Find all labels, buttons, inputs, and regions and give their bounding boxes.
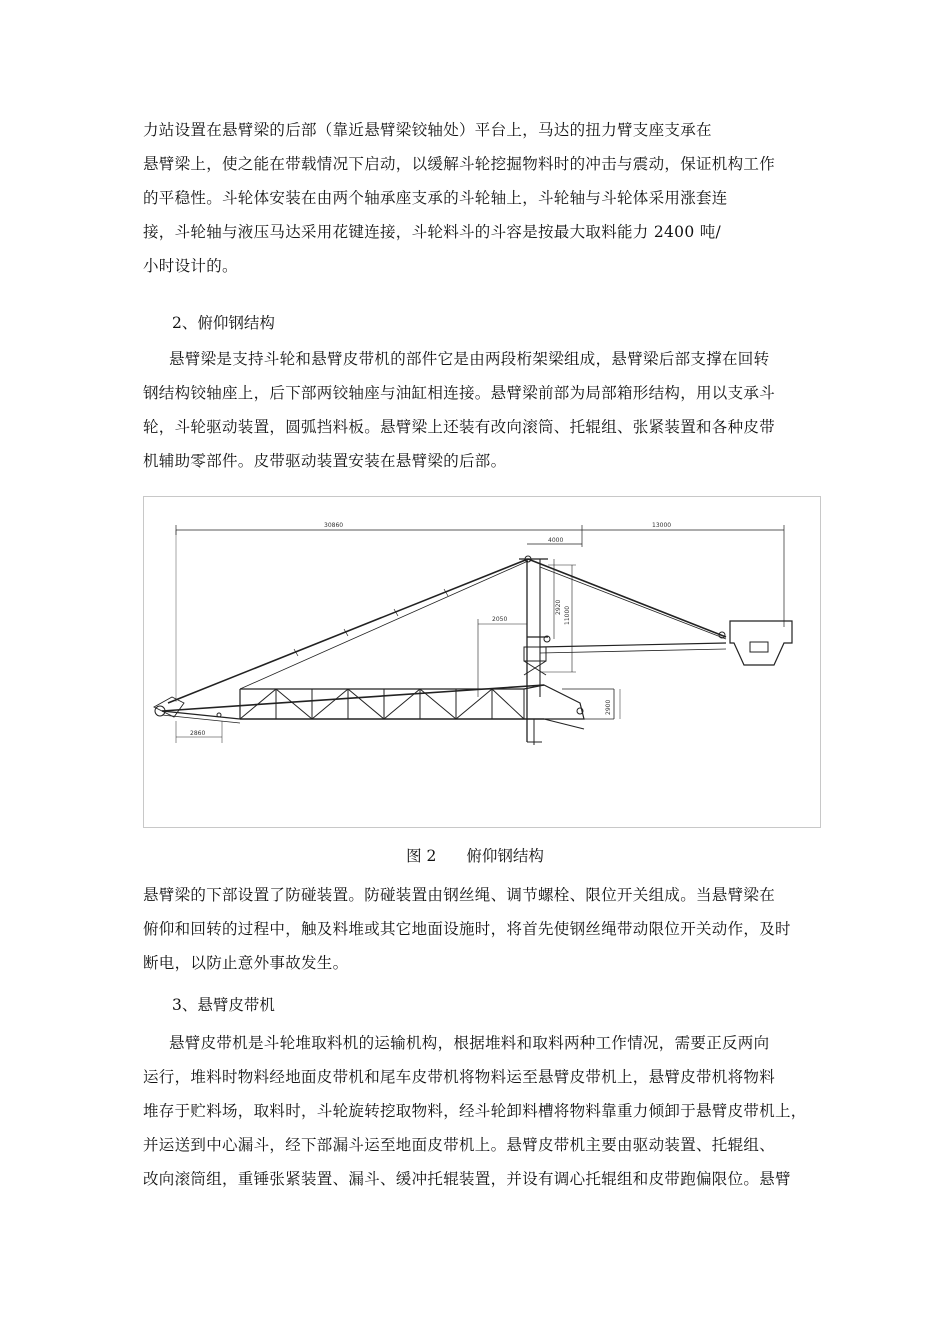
dim-label-mast-height-b: 11000 xyxy=(564,605,571,625)
counterweight-arm xyxy=(540,643,726,647)
text-line: 悬臂梁上，使之能在带载情况下启动，以缓解斗轮挖掘物料时的冲击与震动，保证机构工作 xyxy=(143,155,776,173)
text-line: 俯仰和回转的过程中，触及料堆或其它地面设施时，将首先使钢丝绳带动限位开关动作，及时 xyxy=(143,920,791,938)
text-line: 力站设置在悬臂梁的后部（靠近悬臂梁铰轴处）平台上，马达的扭力臂支座支承在 xyxy=(143,121,712,139)
caption-number: 图 2 xyxy=(406,847,437,865)
text-line: 悬臂皮带机是斗轮堆取料机的运输机构，根据堆料和取料两种工作情况，需要正反两向 xyxy=(169,1034,770,1052)
paragraph-boom-conveyor xyxy=(143,1026,823,1196)
text-line: 轮，斗轮驱动装置，圆弧挡料板。悬臂梁上还装有改向滚筒、托辊组、张紧装置和各种皮带 xyxy=(143,418,776,436)
text-line: 改向滚筒组，重锤张紧装置、漏斗、缓冲托辊装置，并设有调心托辊组和皮带跑偏限位。悬臂 xyxy=(143,1170,791,1188)
counterweight xyxy=(730,621,792,665)
stay-cable-right xyxy=(528,559,726,637)
dim-label-top-right: 13000 xyxy=(652,522,672,529)
figure-luffing-structure xyxy=(143,496,821,828)
text-line: 运行，堆料时物料经地面皮带机和尾车皮带机将物料运至悬臂皮带机上，悬臂皮带机将物料 xyxy=(143,1068,776,1086)
text-line: 悬臂梁是支持斗轮和悬臂皮带机的部件它是由两段桁架梁组成，悬臂梁后部支撑在回转 xyxy=(169,350,770,368)
text-line: 钢结构铰轴座上，后下部两铰轴座与油缸相连接。悬臂梁前部为局部箱形结构，用以支承斗 xyxy=(143,384,776,402)
text-line: 接，斗轮轴与液压马达采用花键连接，斗轮料斗的斗容是按最大取料能力 2400 吨/ xyxy=(143,223,722,241)
text-line: 断电，以防止意外事故发生。 xyxy=(143,954,349,972)
text-line: 小时设计的。 xyxy=(143,257,238,275)
dim-label-mast-height-a: 2920 xyxy=(555,599,562,615)
stay-cable-left xyxy=(168,559,528,703)
text-line: 机辅助零部件。皮带驱动装置安装在悬臂梁的后部。 xyxy=(143,452,507,470)
dim-label-mast-width: 4000 xyxy=(548,537,564,544)
boom-rear-section xyxy=(524,685,584,719)
section-heading-2: 2、俯仰钢结构 xyxy=(172,314,275,332)
caption-title: 俯仰钢结构 xyxy=(466,847,544,865)
text-line: 堆存于贮料场，取料时，斗轮旋转挖取物料，经斗轮卸料槽将物料靠重力倾卸于悬臂皮带机上， xyxy=(143,1102,807,1120)
paragraph-boom-structure xyxy=(143,342,823,478)
dim-label-bottom-left: 2860 xyxy=(190,730,206,737)
text-line: 悬臂梁的下部设置了防碰装置。防碰装置由钢丝绳、调节螺栓、限位开关组成。当悬臂梁在 xyxy=(143,886,776,904)
structure-drawing xyxy=(144,497,822,829)
paragraph-anti-collision xyxy=(143,878,823,980)
dim-label-right-height: 2900 xyxy=(605,699,612,715)
section-heading-3: 3、悬臂皮带机 xyxy=(172,996,275,1014)
dim-label-top-left: 30860 xyxy=(324,522,344,529)
text-line: 并运送到中心漏斗，经下部漏斗运至地面皮带机上。悬臂皮带机主要由驱动装置、托辊组、 xyxy=(143,1136,776,1154)
dim-label-left-offset: 2050 xyxy=(492,616,508,623)
paragraph-hydraulic-station xyxy=(143,113,823,283)
text-line: 的平稳性。斗轮体安装在由两个轴承座支承的斗轮轴上，斗轮轴与斗轮体采用涨套连 xyxy=(143,189,728,207)
figure-caption xyxy=(0,842,950,870)
